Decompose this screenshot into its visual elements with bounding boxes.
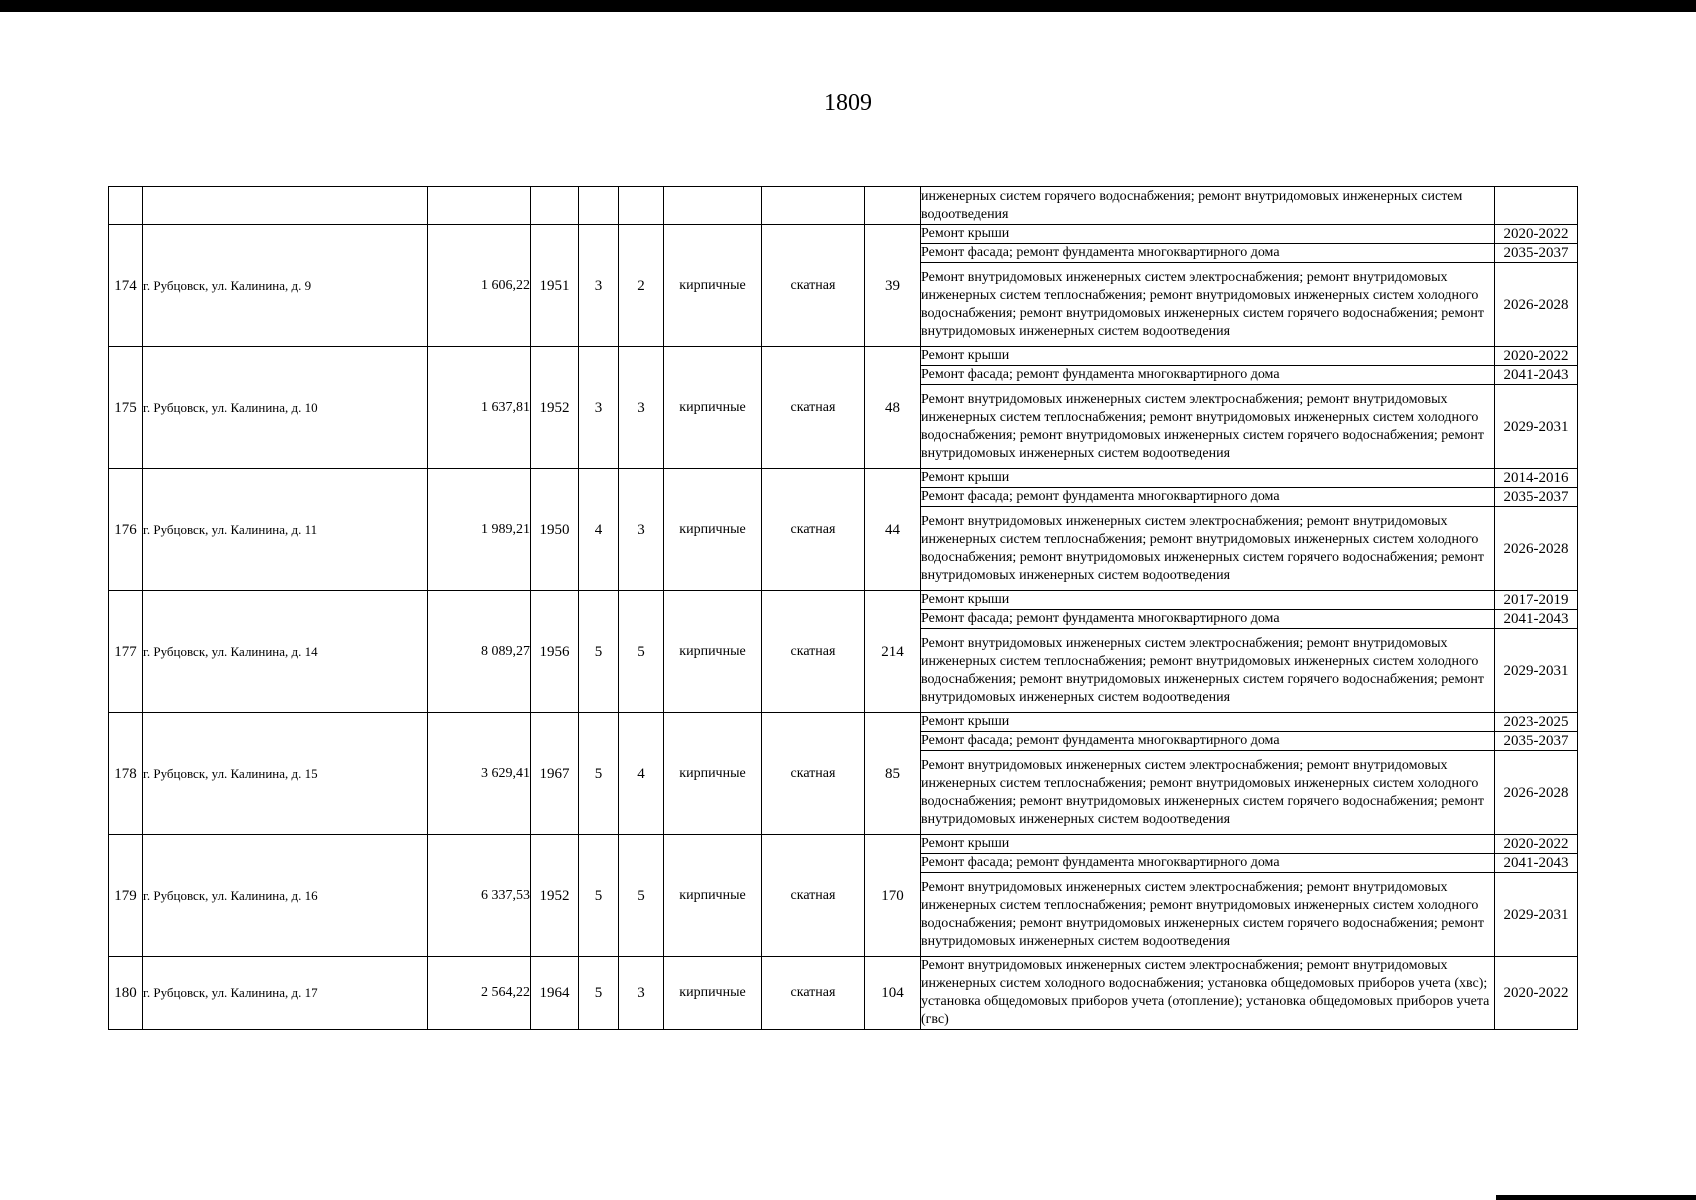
- work-type-cell: [921, 610, 1495, 629]
- total-area-cell: 6 337,53: [428, 835, 531, 957]
- work-type-text: Ремонт фасада; ремонт фундамента многоквартирного дома: [921, 245, 1280, 260]
- work-type-cell: [921, 263, 1495, 347]
- work-type-cell: [921, 244, 1495, 263]
- work-type-cell: [921, 873, 1495, 957]
- planned-period-cell: 2026-2028: [1495, 263, 1578, 347]
- entrances-cell: 3: [619, 469, 664, 591]
- apartments-cell: 44: [865, 469, 921, 591]
- work-type-cell: [921, 957, 1495, 1030]
- table-row: [109, 347, 1578, 366]
- table-row: [109, 225, 1578, 244]
- wall-material-cell: кирпичные: [664, 713, 762, 835]
- planned-period-cell: 2020-2022: [1495, 835, 1578, 854]
- roof-type-cell: скатная: [762, 957, 865, 1030]
- floors-cell: 5: [579, 835, 619, 957]
- build-year-cell: 1964: [531, 957, 579, 1030]
- carryover-empty-cell: [531, 187, 579, 225]
- work-type-text: Ремонт фасада; ремонт фундамента многоквартирного дома: [921, 489, 1280, 504]
- address-cell: г. Рубцовск, ул. Калинина, д. 14: [143, 591, 428, 713]
- planned-period-cell: 2020-2022: [1495, 225, 1578, 244]
- address-cell: г. Рубцовск, ул. Калинина, д. 16: [143, 835, 428, 957]
- work-type-cell: [921, 835, 1495, 854]
- planned-period-cell: 2035-2037: [1495, 488, 1578, 507]
- wall-material-cell: кирпичные: [664, 957, 762, 1030]
- address-cell: г. Рубцовск, ул. Калинина, д. 15: [143, 713, 428, 835]
- build-year-cell: 1952: [531, 835, 579, 957]
- planned-period-cell: 2026-2028: [1495, 507, 1578, 591]
- floors-cell: 3: [579, 347, 619, 469]
- carryover-empty-cell: [664, 187, 762, 225]
- carryover-empty-cell: [579, 187, 619, 225]
- roof-type-cell: скатная: [762, 347, 865, 469]
- floors-cell: 5: [579, 713, 619, 835]
- planned-period-cell: 2023-2025: [1495, 713, 1578, 732]
- build-year-cell: 1951: [531, 225, 579, 347]
- work-type-cell: [921, 225, 1495, 244]
- row-number-cell: 178: [109, 713, 143, 835]
- work-type-text: Ремонт крыши: [921, 714, 1010, 729]
- total-area-cell: 8 089,27: [428, 591, 531, 713]
- planned-period-cell: 2014-2016: [1495, 469, 1578, 488]
- build-year-cell: 1967: [531, 713, 579, 835]
- planned-period-cell: 2026-2028: [1495, 751, 1578, 835]
- wall-material-cell: кирпичные: [664, 835, 762, 957]
- work-type-text: Ремонт крыши: [921, 226, 1010, 241]
- work-type-cell: [921, 732, 1495, 751]
- row-number-cell: 174: [109, 225, 143, 347]
- roof-type-cell: скатная: [762, 469, 865, 591]
- work-type-cell: [921, 751, 1495, 835]
- work-type-cell: [921, 629, 1495, 713]
- work-type-text: Ремонт внутридомовых инженерных систем электроснабжения; ремонт внутридомовых инженерных систем теплоснабжения; ремонт внутридомовых инженерных систем холодного водоснабжения; ремонт внутридомовых инженерных систем горячего водоснабжения; ремонт внутридомовых инженерных систем водоотведения: [921, 879, 1484, 949]
- wall-material-cell: кирпичные: [664, 225, 762, 347]
- work-type-text: Ремонт крыши: [921, 592, 1010, 607]
- planned-period-cell: 2041-2043: [1495, 610, 1578, 629]
- apartments-cell: 170: [865, 835, 921, 957]
- entrances-cell: 3: [619, 347, 664, 469]
- floors-cell: 5: [579, 591, 619, 713]
- total-area-cell: 1 637,81: [428, 347, 531, 469]
- planned-period-cell: 2041-2043: [1495, 366, 1578, 385]
- table-row: [109, 957, 1578, 1030]
- planned-period-cell: 2020-2022: [1495, 957, 1578, 1030]
- work-type-text: Ремонт крыши: [921, 348, 1010, 363]
- row-number-cell: 180: [109, 957, 143, 1030]
- work-type-cell: [921, 366, 1495, 385]
- row-number-cell: 177: [109, 591, 143, 713]
- work-type-text: Ремонт внутридомовых инженерных систем электроснабжения; ремонт внутридомовых инженерных систем теплоснабжения; ремонт внутридомовых инженерных систем холодного водоснабжения; ремонт внутридомовых инженерных систем горячего водоснабжения; ремонт внутридомовых инженерных систем водоотведения: [921, 757, 1484, 827]
- table-row: [109, 713, 1578, 732]
- table-row: [109, 469, 1578, 488]
- row-number-cell: 175: [109, 347, 143, 469]
- carryover-row: [109, 187, 1578, 225]
- work-type-cell: [921, 507, 1495, 591]
- carryover-empty-cell: [865, 187, 921, 225]
- page-number: 1809: [824, 90, 872, 116]
- apartments-cell: 48: [865, 347, 921, 469]
- build-year-cell: 1950: [531, 469, 579, 591]
- planned-period-cell: 2035-2037: [1495, 732, 1578, 751]
- entrances-cell: 5: [619, 591, 664, 713]
- carryover-work-cell: [921, 187, 1495, 225]
- total-area-cell: 1 606,22: [428, 225, 531, 347]
- work-type-cell: [921, 713, 1495, 732]
- carryover-empty-cell: [428, 187, 531, 225]
- work-type-text: Ремонт крыши: [921, 836, 1010, 851]
- table-body: [109, 187, 1578, 1030]
- entrances-cell: 5: [619, 835, 664, 957]
- scan-edge-bottom: [1496, 1195, 1696, 1200]
- row-number-cell: 179: [109, 835, 143, 957]
- build-year-cell: 1952: [531, 347, 579, 469]
- roof-type-cell: скатная: [762, 835, 865, 957]
- table-row: [109, 835, 1578, 854]
- roof-type-cell: скатная: [762, 225, 865, 347]
- carryover-work-text: инженерных систем горячего водоснабжения; ремонт внутридомовых инженерных систем водоотведения: [921, 188, 1463, 222]
- work-type-text: Ремонт внутридомовых инженерных систем электроснабжения; ремонт внутридомовых инженерных систем холодного водоснабжения; установка общедомовых приборов учета (хвс); установка общедомовых приборов учета (отопление); установка общедомовых приборов учета (гвс): [921, 958, 1490, 1027]
- total-area-cell: 1 989,21: [428, 469, 531, 591]
- apartments-cell: 104: [865, 957, 921, 1030]
- total-area-cell: 2 564,22: [428, 957, 531, 1030]
- work-type-cell: [921, 488, 1495, 507]
- entrances-cell: 2: [619, 225, 664, 347]
- roof-type-cell: скатная: [762, 713, 865, 835]
- scan-edge-top: [0, 0, 1696, 12]
- planned-period-cell: 2041-2043: [1495, 854, 1578, 873]
- address-cell: г. Рубцовск, ул. Калинина, д. 10: [143, 347, 428, 469]
- carryover-empty-cell: [619, 187, 664, 225]
- floors-cell: 4: [579, 469, 619, 591]
- apartments-cell: 214: [865, 591, 921, 713]
- planned-period-cell: 2029-2031: [1495, 385, 1578, 469]
- work-type-cell: [921, 385, 1495, 469]
- housing-repair-table: [108, 186, 1578, 1030]
- entrances-cell: 4: [619, 713, 664, 835]
- wall-material-cell: кирпичные: [664, 469, 762, 591]
- work-type-text: Ремонт фасада; ремонт фундамента многоквартирного дома: [921, 733, 1280, 748]
- entrances-cell: 3: [619, 957, 664, 1030]
- work-type-text: Ремонт фасада; ремонт фундамента многоквартирного дома: [921, 367, 1280, 382]
- carryover-period-cell: [1495, 187, 1578, 225]
- build-year-cell: 1956: [531, 591, 579, 713]
- work-type-cell: [921, 854, 1495, 873]
- planned-period-cell: 2029-2031: [1495, 873, 1578, 957]
- work-type-text: Ремонт фасада; ремонт фундамента многоквартирного дома: [921, 611, 1280, 626]
- work-type-cell: [921, 347, 1495, 366]
- roof-type-cell: скатная: [762, 591, 865, 713]
- planned-period-cell: 2020-2022: [1495, 347, 1578, 366]
- work-type-text: Ремонт фасада; ремонт фундамента многоквартирного дома: [921, 855, 1280, 870]
- carryover-empty-cell: [109, 187, 143, 225]
- floors-cell: 3: [579, 225, 619, 347]
- work-type-text: Ремонт внутридомовых инженерных систем электроснабжения; ремонт внутридомовых инженерных систем теплоснабжения; ремонт внутридомовых инженерных систем холодного водоснабжения; ремонт внутридомовых инженерных систем горячего водоснабжения; ремонт внутридомовых инженерных систем водоотведения: [921, 269, 1484, 339]
- table-row: [109, 591, 1578, 610]
- row-number-cell: 176: [109, 469, 143, 591]
- work-type-cell: [921, 591, 1495, 610]
- planned-period-cell: 2029-2031: [1495, 629, 1578, 713]
- carryover-empty-cell: [762, 187, 865, 225]
- address-cell: г. Рубцовск, ул. Калинина, д. 11: [143, 469, 428, 591]
- work-type-cell: [921, 469, 1495, 488]
- work-type-text: Ремонт внутридомовых инженерных систем электроснабжения; ремонт внутридомовых инженерных систем теплоснабжения; ремонт внутридомовых инженерных систем холодного водоснабжения; ремонт внутридомовых инженерных систем горячего водоснабжения; ремонт внутридомовых инженерных систем водоотведения: [921, 635, 1484, 705]
- address-cell: г. Рубцовск, ул. Калинина, д. 9: [143, 225, 428, 347]
- planned-period-cell: 2017-2019: [1495, 591, 1578, 610]
- carryover-empty-cell: [143, 187, 428, 225]
- total-area-cell: 3 629,41: [428, 713, 531, 835]
- wall-material-cell: кирпичные: [664, 347, 762, 469]
- work-type-text: Ремонт крыши: [921, 470, 1010, 485]
- work-type-text: Ремонт внутридомовых инженерных систем электроснабжения; ремонт внутридомовых инженерных систем теплоснабжения; ремонт внутридомовых инженерных систем холодного водоснабжения; ремонт внутридомовых инженерных систем горячего водоснабжения; ремонт внутридомовых инженерных систем водоотведения: [921, 391, 1484, 461]
- wall-material-cell: кирпичные: [664, 591, 762, 713]
- floors-cell: 5: [579, 957, 619, 1030]
- work-type-text: Ремонт внутридомовых инженерных систем электроснабжения; ремонт внутридомовых инженерных систем теплоснабжения; ремонт внутридомовых инженерных систем холодного водоснабжения; ремонт внутридомовых инженерных систем горячего водоснабжения; ремонт внутридомовых инженерных систем водоотведения: [921, 513, 1484, 583]
- apartments-cell: 85: [865, 713, 921, 835]
- address-cell: г. Рубцовск, ул. Калинина, д. 17: [143, 957, 428, 1030]
- planned-period-cell: 2035-2037: [1495, 244, 1578, 263]
- apartments-cell: 39: [865, 225, 921, 347]
